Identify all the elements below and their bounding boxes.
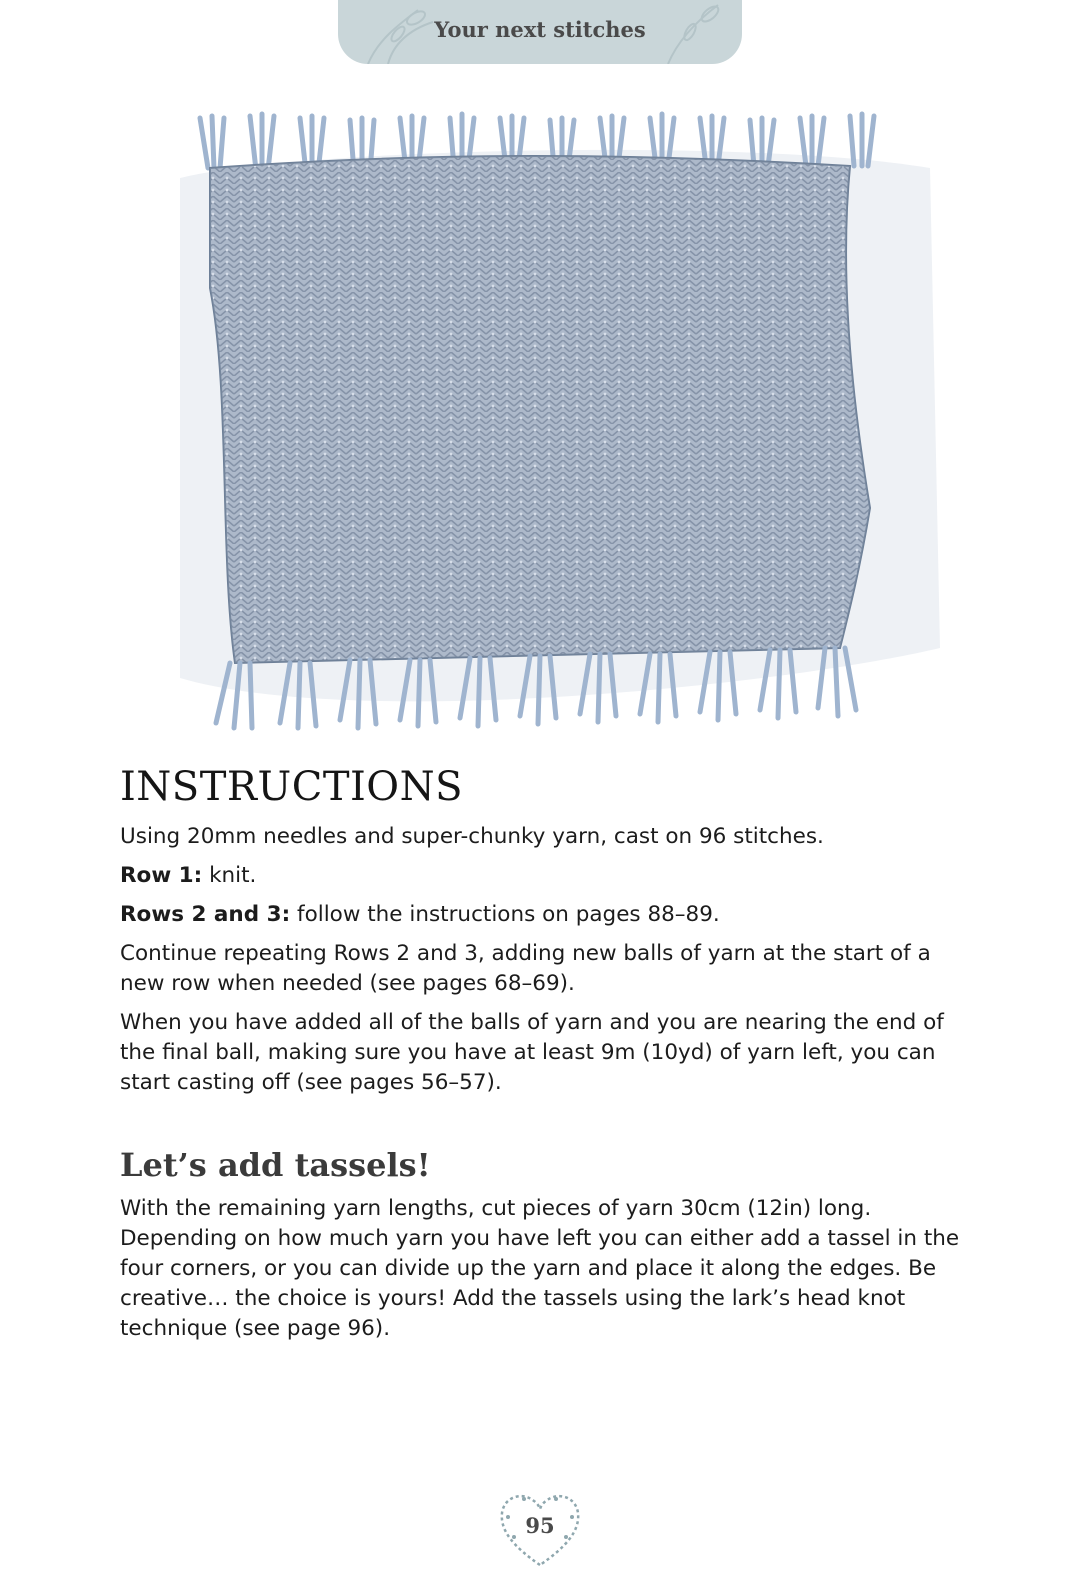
section-title: Your next stitches (434, 17, 646, 42)
tassels-paragraph: With the remaining yarn lengths, cut pieces of yarn 30cm (12in) long. Depending on how much yarn you have left you can either add a tassel in the four corners, or you can divide up the yarn and place it along the edges. Be creative… the choice is yours! Add the tassels using the lark’s head knot technique (see page 96). (120, 1196, 960, 1341)
finish-paragraph: When you have added all of the balls of yarn and you are nearing the end of the final ball, making sure you have at least 9m (10yd) of yarn left, you can start casting off (see pages 56–57). (120, 1010, 944, 1095)
row1-label: Row 1: (120, 863, 203, 888)
rows23-paragraph (120, 900, 970, 930)
rows23-text: follow the instructions on pages 88–89. (290, 902, 720, 927)
row1-paragraph (120, 861, 970, 891)
repeat-paragraph: Continue repeating Rows 2 and 3, adding new balls of yarn at the start of a new row when needed (see pages 68–69). (120, 941, 931, 996)
intro-paragraph: Using 20mm needles and super-chunky yarn, cast on 96 stitches. (120, 824, 824, 849)
row1-text: knit. (202, 863, 257, 888)
tassels-heading: Let’s add tassels! (120, 1146, 431, 1184)
page-number-badge (494, 1487, 586, 1573)
instructions-heading: INSTRUCTIONS (120, 764, 463, 810)
page-number: 95 (525, 1513, 555, 1538)
instructions-section (120, 764, 970, 1353)
section-tab (338, 0, 742, 64)
rows23-label: Rows 2 and 3: (120, 902, 291, 927)
knitted-blanket-illustration (150, 88, 950, 748)
